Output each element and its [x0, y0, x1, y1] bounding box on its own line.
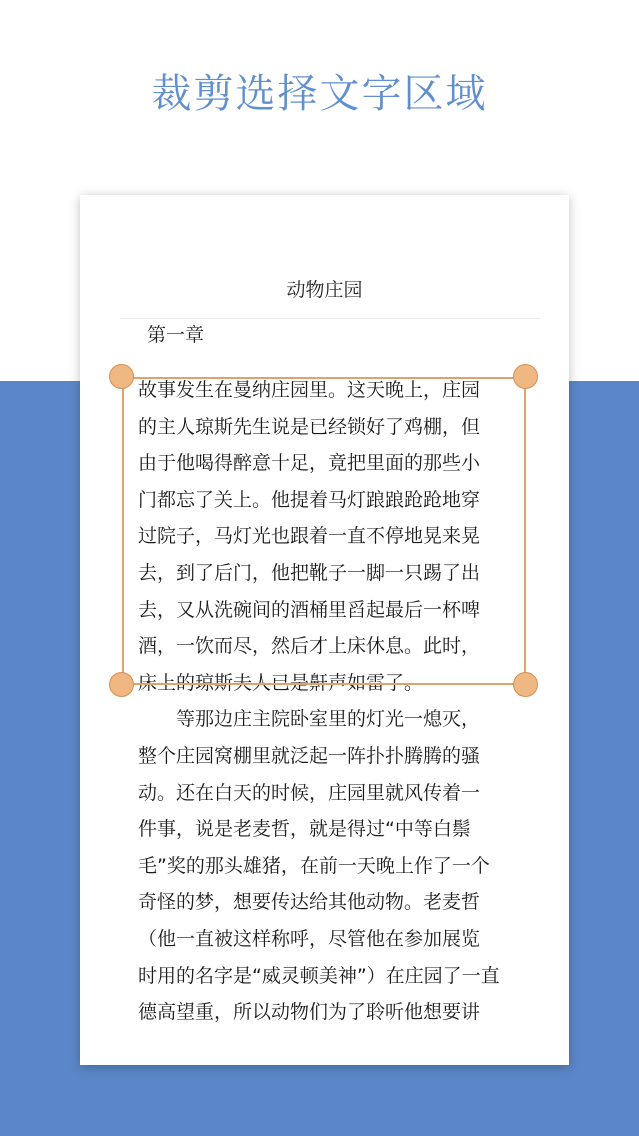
crop-handle-top-right[interactable]	[513, 364, 538, 389]
text-line: 床上的琼斯夫人已是鼾声如雷了。	[138, 671, 424, 694]
text-line: 过院子，马灯光也跟着一直不停地晃来晃	[138, 525, 481, 548]
book-title: 动物庄园	[286, 279, 363, 301]
crop-selection-box[interactable]	[122, 377, 526, 685]
text-line: （他一直被这样称呼，尽管他在参加展览	[138, 927, 481, 950]
book-page	[80, 195, 569, 1065]
text-line: 时用的名字是“威灵顿美神”）在庄园了一直	[138, 964, 500, 987]
text-line: 故事发生在曼纳庄园里。这天晚上，庄园	[138, 379, 481, 401]
text-line: 奇怪的梦，想要传达给其他动物。老麦哲	[138, 891, 481, 914]
text-line: 酒，一饮而尽，然后才上床休息。此时，	[138, 635, 481, 658]
text-line: 等那边庄主院卧室里的灯光一熄灭，	[138, 708, 481, 731]
text-line: 动。还在白天的时候，庄园里就风传着一	[138, 781, 481, 804]
text-line: 德高望重，所以动物们为了聆听他想要讲	[138, 1001, 481, 1024]
text-line: 件事，说是老麦哲，就是得过“中等白鬃	[138, 818, 471, 841]
text-line: 去，又从洗碗间的酒桶里舀起最后一杯啤	[138, 598, 481, 621]
text-line: 门都忘了关上。他提着马灯踉踉跄跄地穿	[138, 488, 481, 511]
crop-handle-bottom-left[interactable]	[109, 672, 134, 697]
text-line: 由于他喝得醉意十足，竟把里面的那些小	[138, 452, 481, 475]
chapter-heading: 第一章	[147, 324, 205, 346]
text-line: 整个庄园窝棚里就泛起一阵扑扑腾腾的骚	[138, 744, 481, 767]
crop-handle-top-left[interactable]	[109, 364, 134, 389]
title-divider	[120, 318, 540, 319]
promo-headline: 裁剪选择文字区域	[151, 71, 488, 117]
text-line: 的主人琼斯先生说是已经锁好了鸡棚，但	[138, 415, 481, 438]
text-line: 去，到了后门，他把靴子一脚一只踢了出	[138, 561, 481, 584]
crop-handle-bottom-right[interactable]	[513, 672, 538, 697]
text-line: 毛”奖的那头雄猪，在前一天晚上作了一个	[138, 854, 490, 877]
